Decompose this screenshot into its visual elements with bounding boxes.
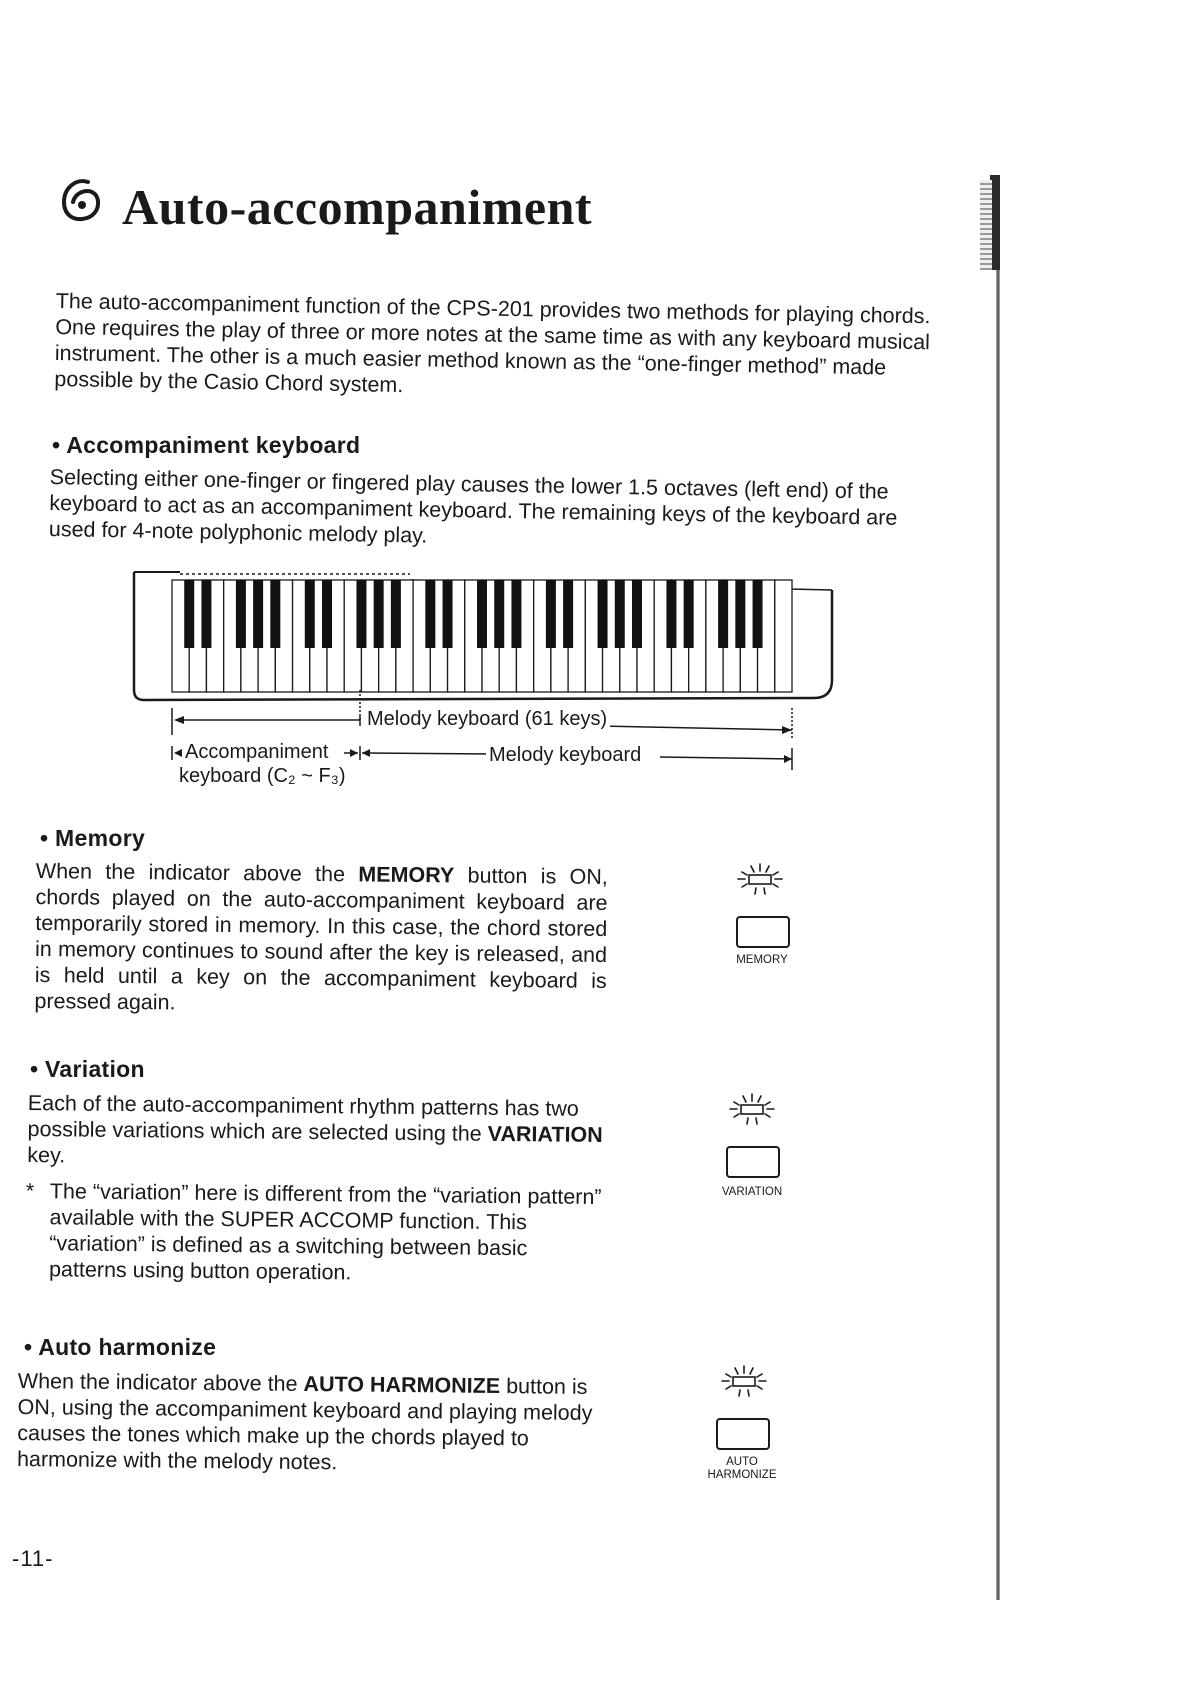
black-key bbox=[425, 580, 435, 648]
note-asterisk: * bbox=[25, 1179, 35, 1204]
black-key bbox=[632, 580, 642, 648]
memory-button-ref: MEMORY bbox=[358, 862, 455, 888]
page-number: -11- bbox=[12, 1546, 54, 1571]
black-key bbox=[753, 580, 763, 648]
label-melody-keyboard-61: Melody keyboard (61 keys) bbox=[364, 708, 610, 731]
heading-auto-harmonize: • Auto harmonize bbox=[24, 1334, 217, 1360]
black-key bbox=[684, 580, 694, 648]
accompaniment-keyboard-text: Selecting either one-finger or fingered play causes the lower 1.5 octaves (left end) of the keyboard to act as an accompaniment keyboard. The remaining keys of the keyboard are used for 4-note polyphonic melody play. bbox=[48, 464, 898, 548]
page-edge-shadow bbox=[996, 270, 1000, 1600]
heading-variation: • Variation bbox=[30, 1056, 145, 1082]
black-key bbox=[184, 580, 194, 648]
memory-text: When the indicator above the MEMORY button is ON, chords played on the auto-accompaniment keyboard are temporarily stored in memory. In this case, the chord stored in memory continues to sound after the key is released, and is held until a key on the accompaniment keyboard is pressed again. bbox=[34, 858, 608, 1015]
heading-memory: • Memory bbox=[40, 825, 146, 851]
chapter-title: Auto-accompaniment bbox=[122, 179, 593, 235]
black-key bbox=[598, 580, 608, 648]
memory-indicator-icon bbox=[730, 862, 790, 898]
piano-keys bbox=[172, 580, 792, 692]
variation-text: Each of the auto-accompaniment rhythm patterns has two possible variations which are selected using the VARIATION key. bbox=[27, 1091, 603, 1168]
label-melody-keyboard: Melody keyboard bbox=[486, 744, 644, 767]
black-key bbox=[305, 580, 315, 648]
page-edge-tab bbox=[980, 180, 992, 270]
auto-harmonize-label-line1: AUTO bbox=[726, 1456, 758, 1468]
black-key bbox=[477, 580, 487, 648]
black-key bbox=[443, 580, 453, 648]
heading-accompaniment-keyboard: • Accompaniment keyboard bbox=[52, 432, 361, 458]
black-key bbox=[546, 580, 556, 648]
black-key bbox=[236, 580, 246, 648]
black-key bbox=[356, 580, 366, 648]
black-key bbox=[718, 580, 728, 648]
intro-paragraph: The auto-accompaniment function of the CPS-201 provides two methods for playing chords. One requires the play of three or more notes at the same time as with any keyboard musical instrument. The other is a much easier method known as the “one-finger method” made possible by the Casio Chord system. bbox=[54, 288, 931, 398]
black-key bbox=[735, 580, 745, 648]
memory-button[interactable] bbox=[736, 916, 790, 948]
auto-harmonize-button-ref: AUTO HARMONIZE bbox=[303, 1371, 501, 1399]
black-key bbox=[615, 580, 625, 648]
variation-button-ref: VARIATION bbox=[487, 1121, 603, 1148]
memory-button-label: MEMORY bbox=[736, 954, 788, 966]
auto-harmonize-text: When the indicator above the AUTO HARMONIZE button is ON, using the accompaniment keyboard and playing melody causes the tones which make up the chords played to harmonize with the melody notes. bbox=[16, 1369, 593, 1475]
variation-button[interactable] bbox=[726, 1146, 780, 1178]
auto-harmonize-button-label bbox=[696, 1456, 788, 1482]
black-key bbox=[253, 580, 263, 648]
variation-note-text: The “variation” here is different from the “variation pattern” available with the SUPER ACCOMP function. This “variation” is defined as a switching between basic patterns using button operation. bbox=[48, 1179, 602, 1285]
black-key bbox=[511, 580, 521, 648]
variation-indicator-icon bbox=[722, 1092, 782, 1128]
variation-button-label: VARIATION bbox=[721, 1186, 783, 1198]
label-accompaniment-range: keyboard (C₂ ~ F₃) bbox=[176, 765, 349, 788]
variation-note bbox=[25, 1178, 608, 1288]
label-accompaniment: Accompaniment bbox=[182, 741, 331, 764]
black-key bbox=[201, 580, 211, 648]
black-key bbox=[666, 580, 676, 648]
chapter-number-icon bbox=[58, 176, 104, 222]
black-key bbox=[563, 580, 573, 648]
black-key bbox=[270, 580, 280, 648]
black-key bbox=[391, 580, 401, 648]
black-key bbox=[494, 580, 504, 648]
auto-harmonize-indicator-icon bbox=[714, 1364, 774, 1400]
black-key bbox=[374, 580, 384, 648]
black-key bbox=[322, 580, 332, 648]
auto-harmonize-label-line2: HARMONIZE bbox=[707, 1469, 777, 1481]
white-key bbox=[775, 580, 792, 692]
auto-harmonize-button[interactable] bbox=[716, 1418, 770, 1450]
